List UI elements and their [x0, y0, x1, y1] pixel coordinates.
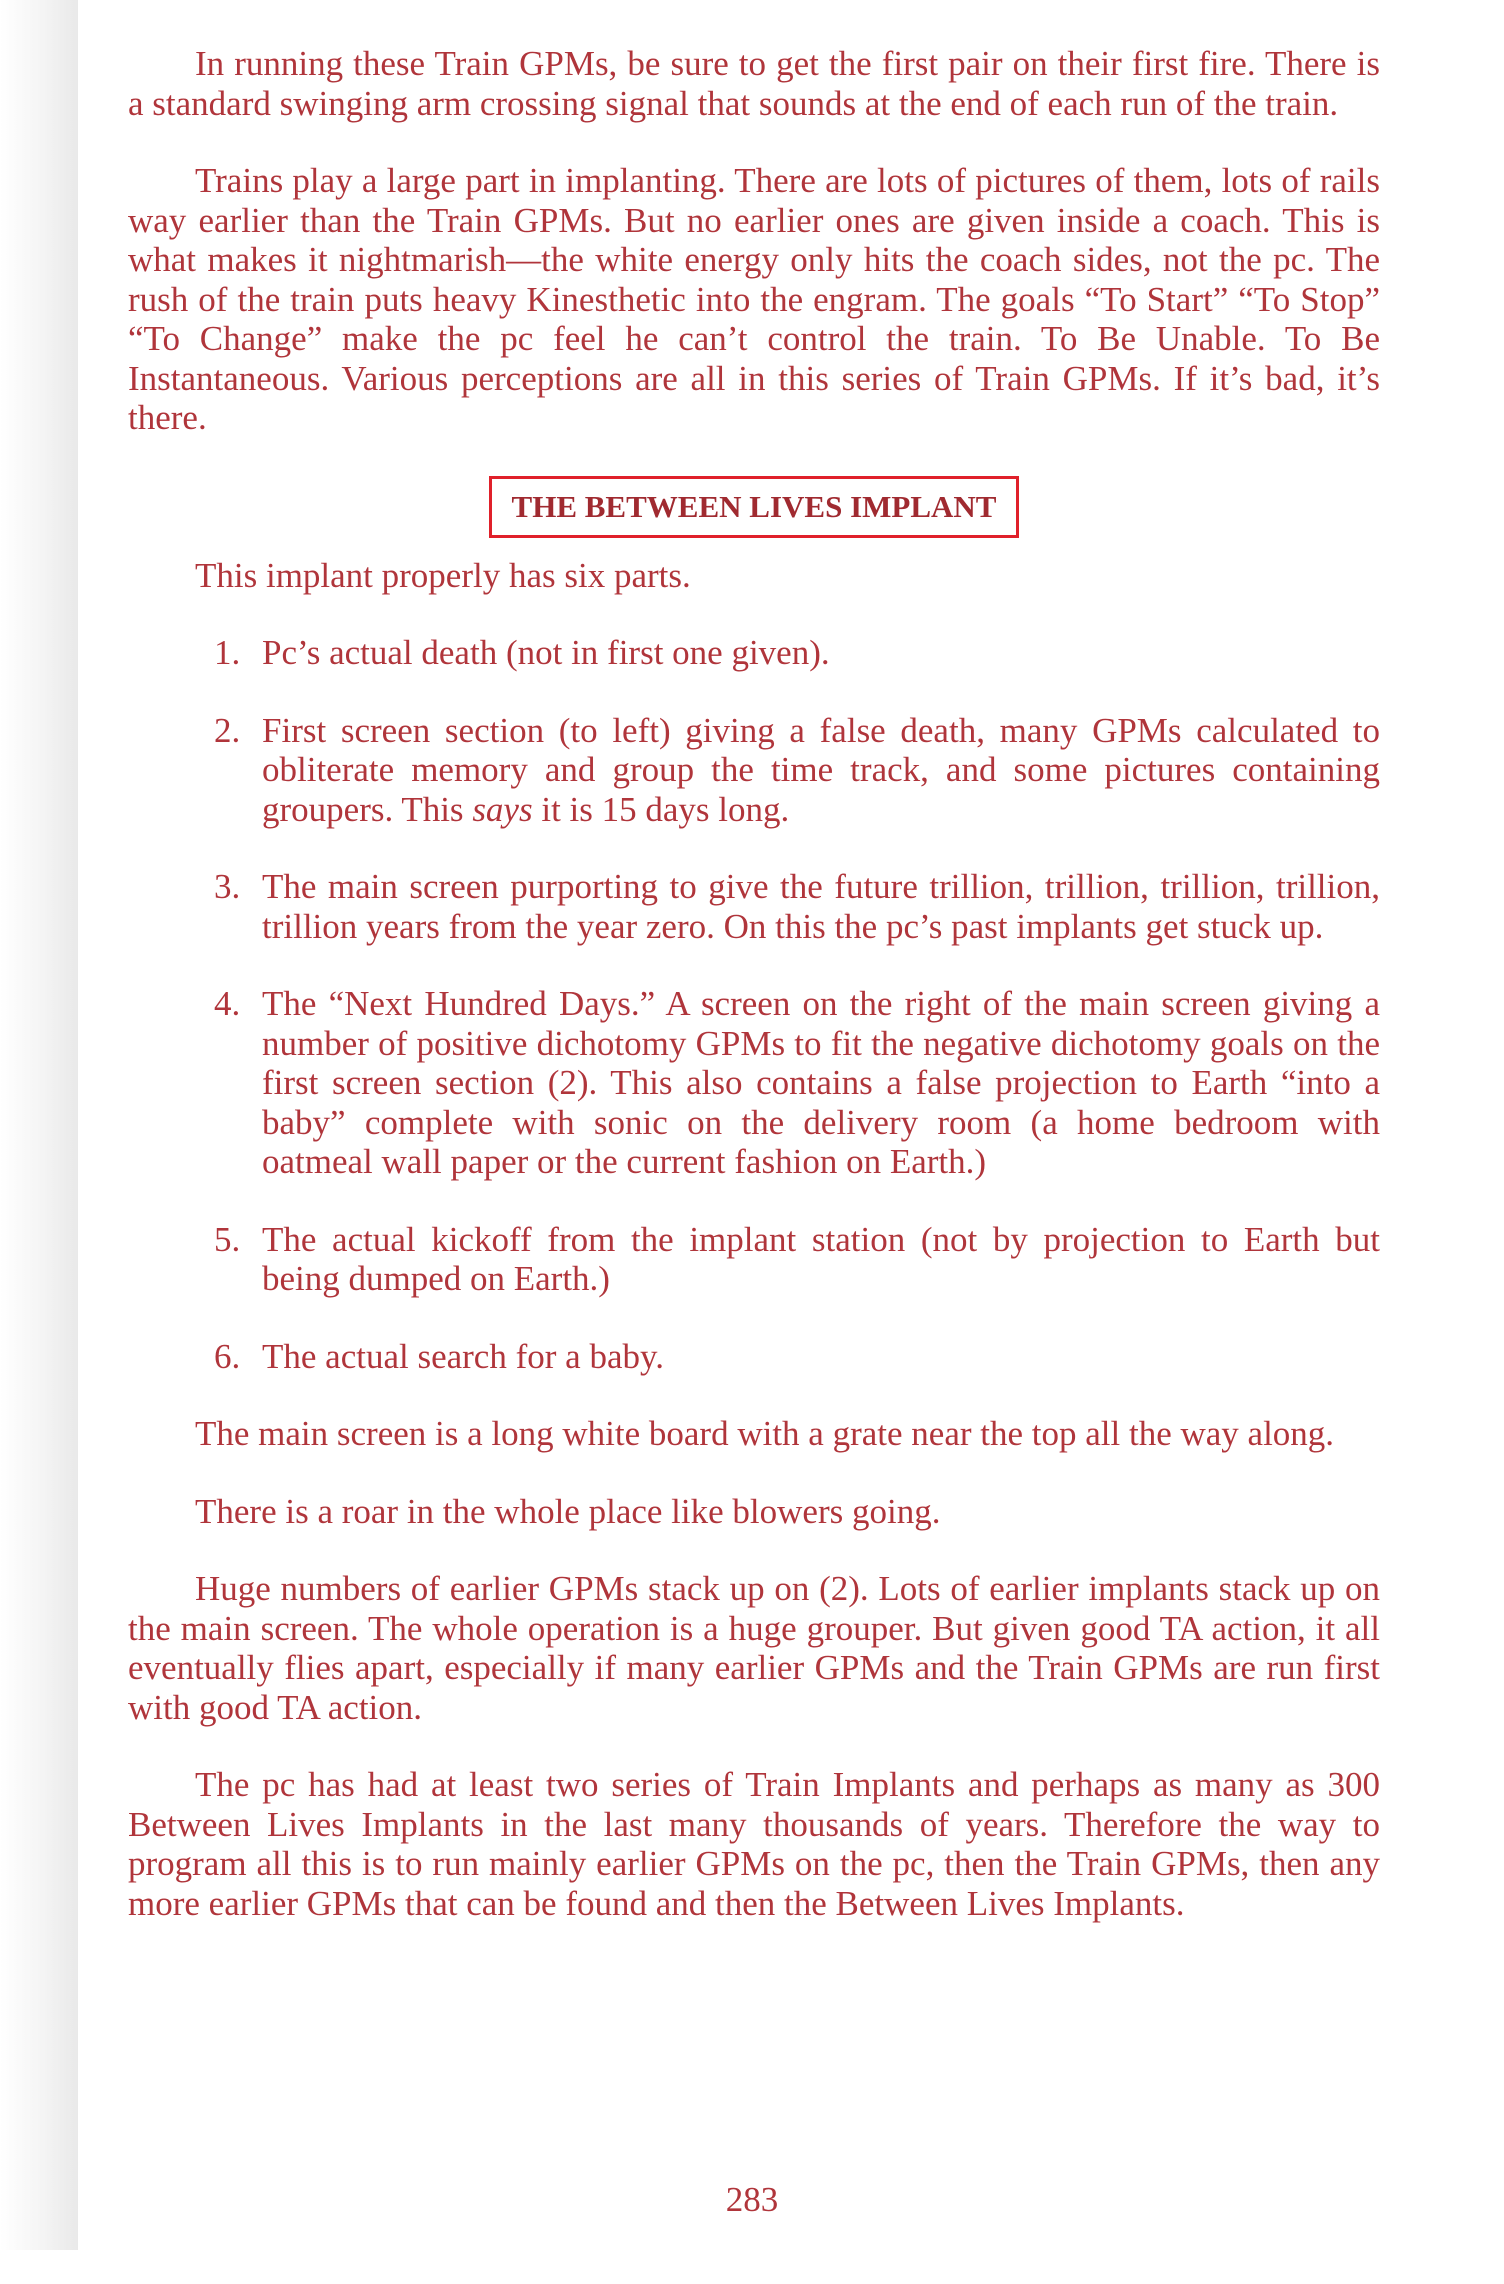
list-item-text: The main screen purporting to give the future trillion, trillion, trillion, trillion, trillion years from the year zero. On this the pc’s past implants get stuck up.: [262, 867, 1380, 946]
list-item-number: 2.: [214, 710, 241, 750]
paragraph-train-gpms-running: In running these Train GPMs, be sure to get the first pair on their first fire. There is a standard swinging arm crossing signal that sounds at the end of each run of the train.: [128, 44, 1380, 123]
implant-parts-list: [128, 633, 1380, 1376]
page-gutter-shadow: [0, 0, 78, 2250]
list-item-text: The actual kickoff from the implant station (not by projection to Earth but being dumped on Earth.): [262, 1219, 1380, 1298]
list-item-text-before: First screen section (to left) giving a false death, many GPMs calculated to obliterate memory and group the time track, and some pictures containing groupers. This: [262, 710, 1380, 829]
list-item-number: 3.: [214, 867, 241, 906]
list-item-text-after: it is 15 days long.: [532, 789, 790, 829]
list-item: [128, 1337, 1380, 1377]
paragraph-roar: There is a roar in the whole place like blowers going.: [195, 1491, 941, 1531]
list-item-text: Pc’s actual death (not in first one given).: [262, 633, 830, 672]
list-item: [128, 633, 1380, 673]
section-heading-wrapper: [128, 476, 1380, 538]
page-number: 283: [725, 2180, 779, 2219]
list-item: [128, 984, 1380, 1182]
list-item-text: [262, 711, 1380, 829]
section-intro: This implant properly has six parts.: [195, 555, 691, 595]
list-item-number: 4.: [214, 984, 241, 1023]
list-item: [128, 711, 1380, 830]
section-heading-between-lives-implant: THE BETWEEN LIVES IMPLANT: [489, 476, 1020, 538]
page-body: [128, 44, 1380, 1961]
paragraph-trains-implanting: Trains play a large part in implanting. There are lots of pictures of them, lots of rails way earlier than the Train GPMs. But no earlier ones are given inside a coach. This is what makes it nightmarish—the white energy only hits the coach sides, not the pc. The rush of the train puts heavy Kinesthetic into the engram. The goals “To Start” “To Stop” “To Change” make the pc feel he can’t control the train. To Be Unable. To Be Instantaneous. Various perceptions are all in this series of Train GPMs. If it’s bad, it’s there.: [128, 161, 1380, 437]
list-item-emphasis: says: [472, 789, 533, 829]
list-item-text: The “Next Hundred Days.” A screen on the right of the main screen giving a number of positive dichotomy GPMs to fit the negative dichotomy goals on the first screen section (2). This also contains a false projection to Earth “into a baby” complete with sonic on the delivery room (a home bedroom with oatmeal wall paper or the current fashion on Earth.): [262, 984, 1380, 1181]
paragraph-program: The pc has had at least two series of Train Implants and perhaps as many as 300 Between Lives Implants in the last many thousands of years. Therefore the way to program all this is to run mainly earlier GPMs on the pc, then the Train GPMs, then any more earlier GPMs that can be found and then the Between Lives Implants.: [128, 1765, 1380, 1923]
list-item: [128, 867, 1380, 946]
list-item-number: 1.: [214, 633, 241, 672]
list-item-number: 5.: [214, 1219, 241, 1259]
list-item-number: 6.: [214, 1336, 241, 1376]
paragraph-main-screen: The main screen is a long white board with a grate near the top all the way along.: [195, 1414, 1335, 1453]
list-item: [128, 1220, 1380, 1299]
list-item-text: The actual search for a baby.: [262, 1336, 664, 1376]
paragraph-huge-numbers: Huge numbers of earlier GPMs stack up on (2). Lots of earlier implants stack up on the main screen. The whole operation is a huge grouper. But given good TA action, it all eventually flies apart, especially if many earlier GPMs and the Train GPMs are run first with good TA action.: [128, 1569, 1380, 1727]
